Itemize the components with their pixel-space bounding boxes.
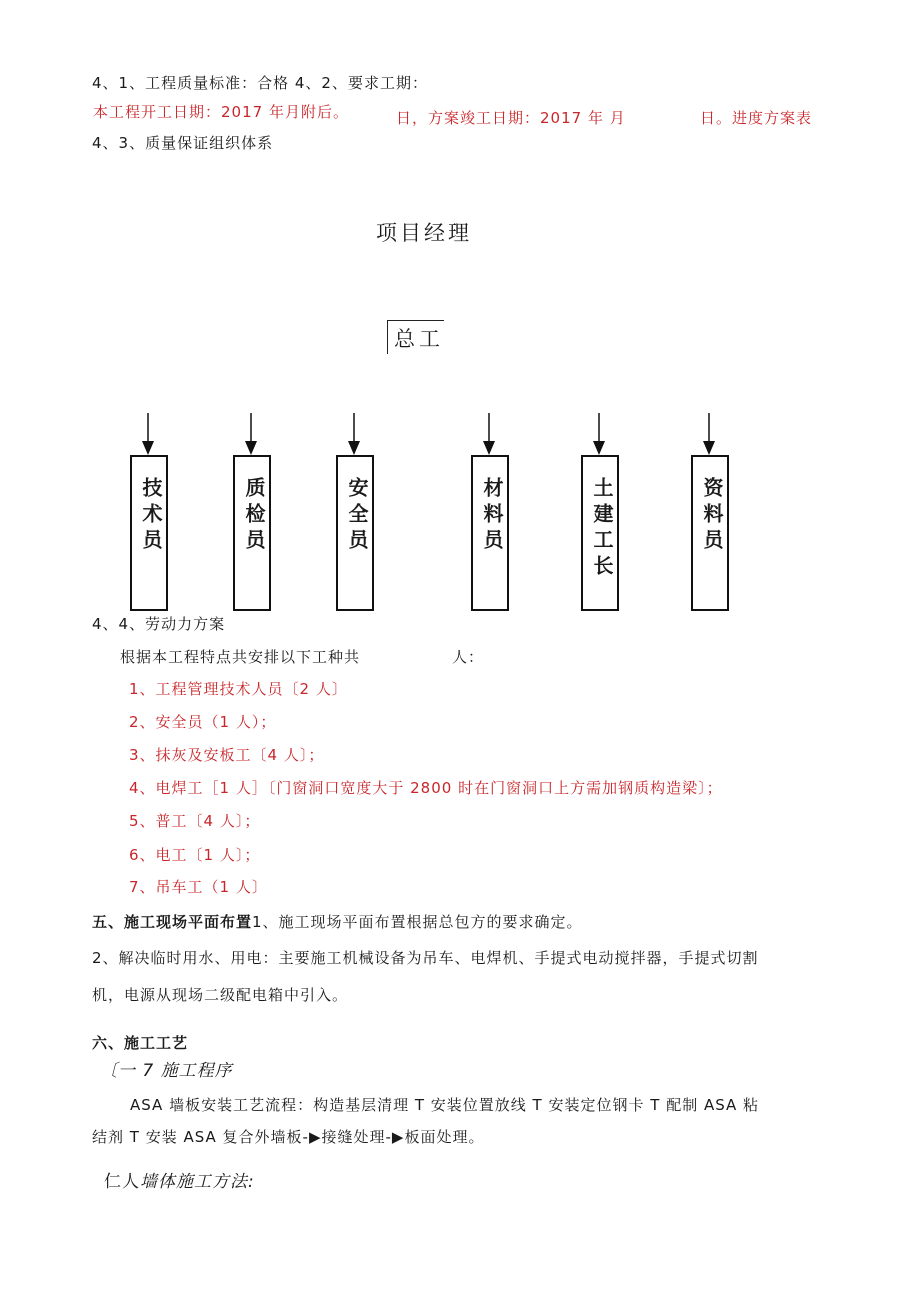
asa-flow-line1: ASA 墙板安装工艺流程：构造基层清理 T 安装位置放线 T 安装定位钢卡 T 配制 ASA 粘 (130, 1096, 760, 1114)
finish-date-line: 日，方案竣工日期：2017 年 月 (396, 109, 626, 127)
org-box-quality-inspector (233, 455, 271, 611)
site-layout-text: 1、施工现场平面布置根据总包方的要求确定。 (252, 913, 583, 931)
org-box-label: 安全员 (345, 477, 369, 555)
labor-heading: 4、4、劳动力方案 (92, 615, 226, 633)
org-box-label: 资料员 (700, 477, 724, 555)
org-box-label: 土建工长 (590, 477, 614, 581)
arrow-down-icon (347, 413, 361, 455)
org-box-label: 技术员 (139, 477, 163, 555)
arrow-down-icon (141, 413, 155, 455)
labor-item: 3、抹灰及安板工〔4 人〕； (129, 746, 325, 764)
org-box-technician (130, 455, 168, 611)
labor-item: 4、电焊工［1 人］〔门窗洞口宽度大于 2800 时在门窗洞口上方需加钢质构造梁〕； (129, 779, 723, 797)
labor-item: 5、普工〔4 人〕； (129, 812, 261, 830)
org-box-site-foreman (581, 455, 619, 611)
utilities-text-line2: 机，电源从现场二级配电箱中引入。 (92, 986, 349, 1004)
arrow-down-icon (702, 413, 716, 455)
arrow-down-icon (482, 413, 496, 455)
arrow-down-icon (592, 413, 606, 455)
org-chief-label: 总工 (394, 327, 444, 351)
labor-item: 1、工程管理技术人员〔2 人〕 (129, 680, 348, 698)
org-project-manager: 项目经理 (376, 221, 472, 245)
org-box-materials-officer (471, 455, 509, 611)
start-date-line: 本工程开工日期：2017 年月附后。 (93, 103, 349, 121)
schedule-table-ref: 日。进度方案表 (700, 109, 813, 127)
utilities-text-line1: 2、解决临时用水、用电：主要施工机械设备为吊车、电焊机、手提式电动搅拌器，手提式切割 (92, 949, 759, 967)
labor-item: 2、安全员（1 人）； (129, 713, 277, 731)
org-chief-engineer (387, 320, 444, 354)
labor-item: 7、吊车工（1 人〕 (129, 878, 268, 896)
org-box-documentation (691, 455, 729, 611)
wall-method-subheading (104, 1167, 255, 1192)
org-box-safety-officer (336, 455, 374, 611)
site-layout-paragraph (92, 911, 583, 932)
construction-procedure-subheading: 〔一 7 施工程序 (100, 1061, 233, 1081)
quality-org-heading: 4、3、质量保证组织体系 (92, 134, 274, 152)
wall-method-prefix: 仁人 (104, 1172, 140, 1192)
labor-item: 6、电工〔1 人〕； (129, 846, 261, 864)
labor-intro: 根据本工程特点共安排以下工种共 (120, 648, 361, 666)
arrow-down-icon (244, 413, 258, 455)
org-box-label: 材料员 (480, 477, 504, 555)
labor-intro-tail: 人： (452, 648, 485, 666)
site-layout-heading: 五、施工现场平面布置 (92, 913, 253, 931)
asa-flow-line2: 结剂 T 安装 ASA 复合外墙板-▶接缝处理-▶板面处理。 (92, 1128, 485, 1146)
org-box-label: 质检员 (242, 477, 266, 555)
quality-standard-line: 4、1、工程质量标准：合格 4、2、要求工期： (92, 74, 428, 92)
process-heading: 六、施工工艺 (92, 1034, 189, 1052)
wall-method-title: 墙体施工方法: (140, 1172, 255, 1192)
